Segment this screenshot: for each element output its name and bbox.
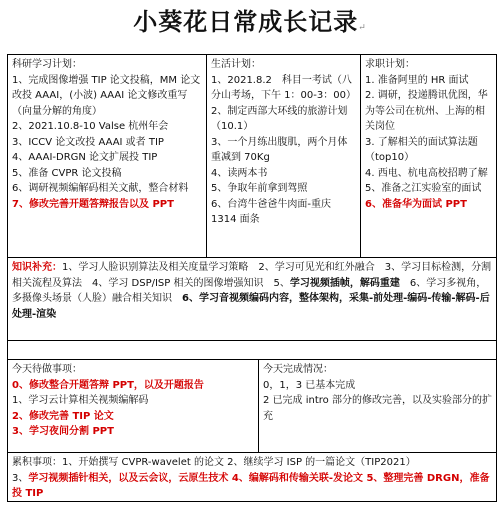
- research-item-highlight: 7、修改完善开题答辩报告以及 PPT: [12, 198, 174, 210]
- accum-text: 1、开始撰写 CVPR-wavelet 的论文 2、继续学习 ISP 的一篇论文（TIP2021）: [62, 457, 416, 468]
- knowledge-bold-text: 6、学习音视频编码内容，整体架构，采集-前处理-编码-传输-解码-后处理-渲染: [12, 293, 490, 320]
- job-item: 2. 调研，投递腾讯优图，华为等公司在杭州、上海的相关岗位: [365, 90, 488, 132]
- todo-item: 1、学习云计算相关视频编解码: [12, 395, 149, 406]
- knowledge-bold-text: 学习视频插帧，解码重建: [289, 277, 400, 289]
- plans-row: [8, 55, 496, 258]
- life-header: 生活计划：: [211, 59, 261, 70]
- research-plan-cell: [8, 55, 207, 257]
- title-text: 小葵花日常成长记录: [133, 7, 359, 36]
- todo-header: 今天待做事项：: [12, 364, 82, 375]
- todo-item: 2、修改完善 TIP 论文: [12, 410, 114, 422]
- plan-table: [7, 54, 497, 502]
- life-item: 6、台湾牛爸爸牛肉面-重庆 1314 面条: [211, 198, 331, 225]
- todo-item: 3、学习夜间分割 PPT: [12, 426, 114, 437]
- todo-item: 0、修改整合开题答辩 PPT，以及开题报告: [12, 379, 204, 391]
- life-item: 3、一个月练出腹肌，两个月体重减到 70Kg: [211, 136, 348, 163]
- job-item: 3. 了解相关的面试算法题（top10）: [365, 136, 478, 163]
- return-mark-icon: ↵: [358, 23, 367, 33]
- accumulated-row: [8, 453, 496, 501]
- done-item: 2 已完成 intro 部分的修改完善，以及实验部分的扩充: [263, 395, 492, 422]
- job-header: 求职计划：: [365, 59, 415, 70]
- knowledge-text: 6、学习多视角，多摄像头场景（人脸）融合相关知识: [12, 277, 487, 304]
- research-item: 4、AAAI-DRGN 论文扩展投 TIP: [12, 152, 158, 163]
- done-header: 今天完成情况：: [263, 364, 333, 375]
- done-cell: [259, 360, 496, 452]
- research-item: 2、2021.10.8-10 Valse 杭州年会: [12, 121, 169, 132]
- life-item: 1、2021.8.2 科目一考试（八分山考场，下午 1：00-3：00）: [211, 74, 356, 101]
- daily-row: [8, 360, 496, 453]
- research-item: 6、调研视频编解码相关文献，整合材料: [12, 183, 189, 194]
- done-item: 0，1，3 已基本完成: [263, 379, 356, 391]
- knowledge-text: 1、学习人脸识别算法及相关度量学习策略 2、学习可见光和红外融合 3、学习目标检测，分割相关流程及算法 4、学习 DSP/ISP 相关的图像增强知识 5、: [12, 262, 492, 289]
- knowledge-row: [8, 258, 496, 341]
- life-plan-cell: [207, 55, 361, 257]
- research-item: 5、准备 CVPR 论文投稿: [12, 167, 122, 179]
- job-plan-cell: [361, 55, 496, 257]
- research-item: 3、ICCV 论文改投 AAAI 或者 TIP: [12, 136, 164, 148]
- job-item: 5、准备之江实验室的面试: [365, 183, 482, 194]
- page-title: [0, 2, 500, 37]
- empty-row: [8, 341, 496, 360]
- research-item: 1、完成图像增强 TIP 论文投稿，MM 论文改投 AAAI，(小波) AAAI 论文修改重写（向量分解的角度）: [12, 74, 201, 117]
- knowledge-label: 知识补充：: [12, 262, 62, 273]
- job-item-highlight: 6、准备华为面试 PPT: [365, 198, 467, 210]
- research-header: 科研学习计划：: [12, 59, 82, 70]
- accum-label: 累积事项：: [12, 457, 62, 468]
- accum-text: 3、: [12, 472, 29, 484]
- life-item: 4、读两本书: [211, 167, 268, 179]
- life-item: 5、争取年前拿到驾照: [211, 183, 308, 194]
- life-item: 2、制定西部大环线的旅游计划（10.1）: [211, 105, 348, 132]
- job-item: 4. 西电、杭电高校招聘了解: [365, 167, 488, 179]
- job-item: 1. 准备阿里的 HR 面试: [365, 74, 469, 86]
- todo-cell: [8, 360, 259, 452]
- accum-highlight: 学习视频插针相关，以及云会议，云原生技术 4、编解码和传输关联-发论文 5、整理完善 DRGN，准备投 TIP: [12, 472, 490, 499]
